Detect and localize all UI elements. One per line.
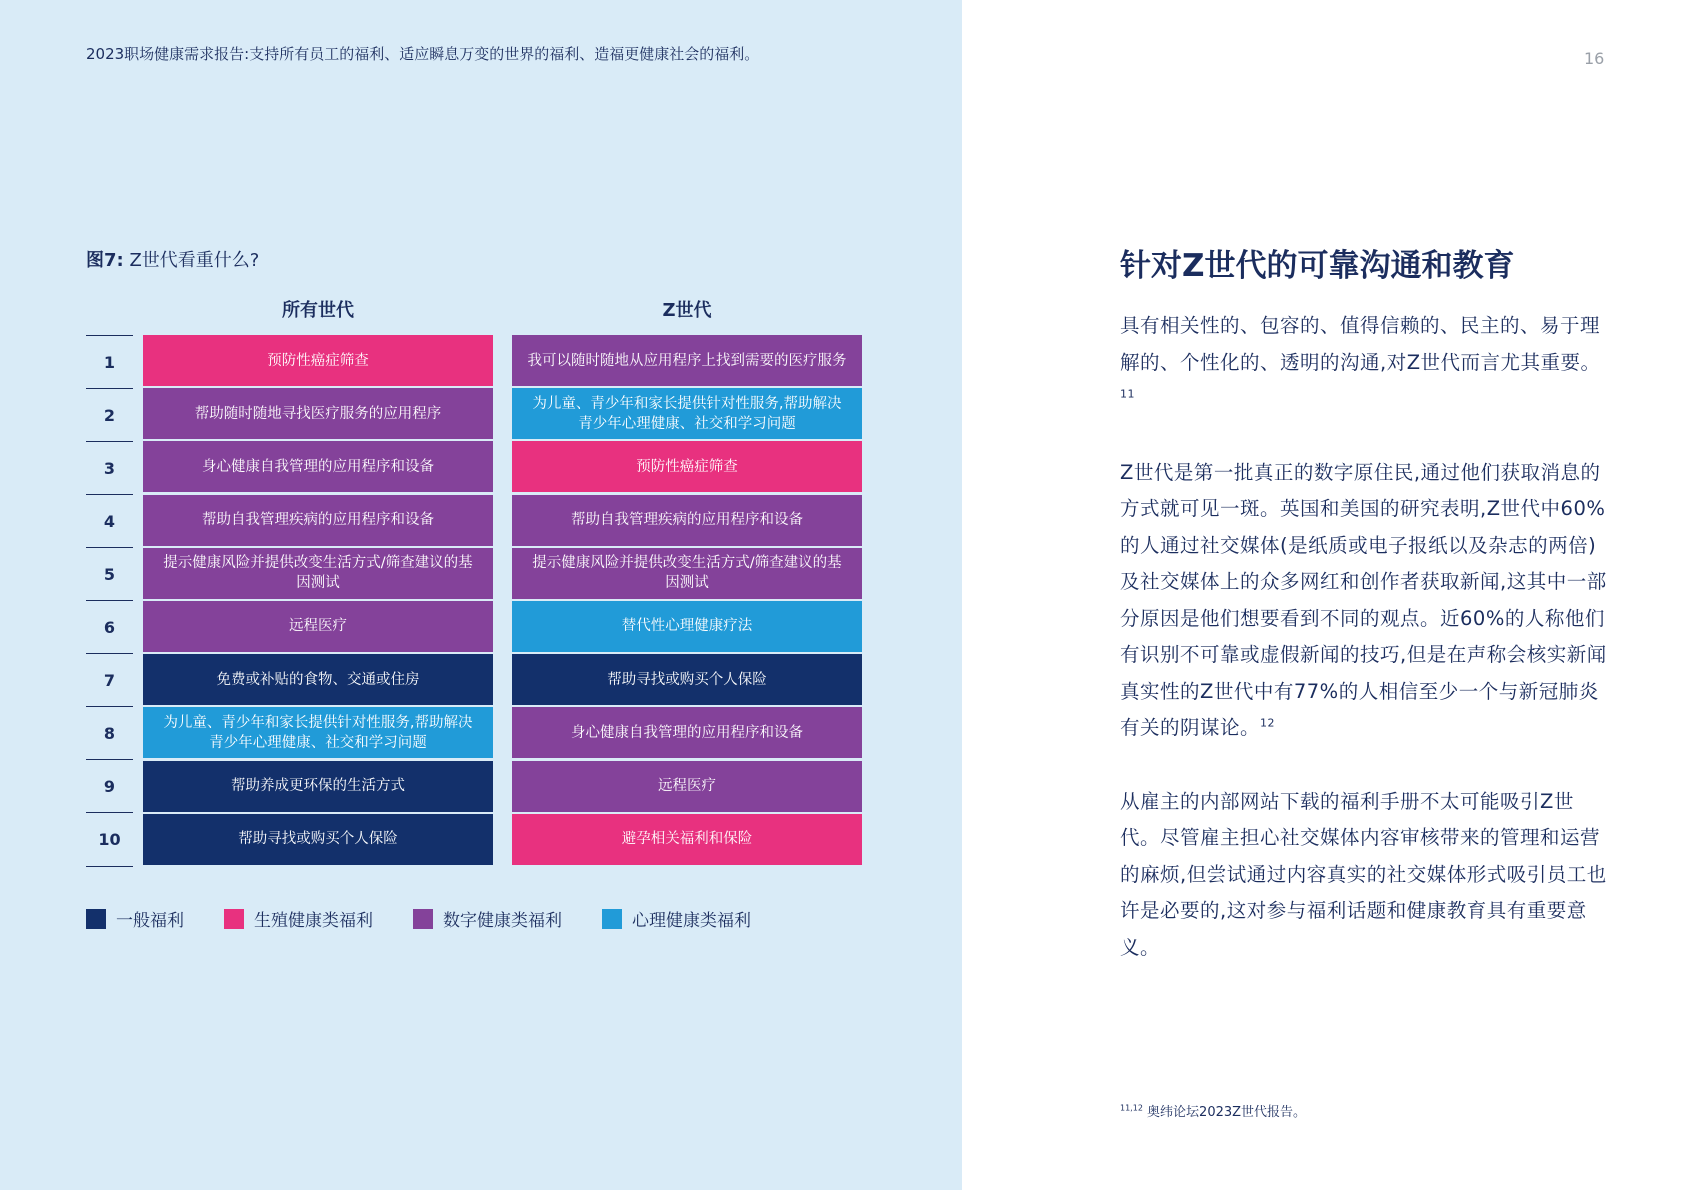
rank-number: 7 — [86, 653, 133, 706]
rank-number: 10 — [86, 812, 133, 867]
all-generations-item: 帮助养成更环保的生活方式 — [143, 761, 493, 812]
all-generations-item: 免费或补贴的食物、交通或住房 — [143, 654, 493, 705]
gen-z-item: 帮助寻找或购买个人保险 — [512, 654, 862, 705]
legend-item — [602, 906, 751, 931]
all-generations-item: 帮助自我管理疾病的应用程序和设备 — [143, 495, 493, 546]
figure-label: 图7: — [86, 250, 124, 271]
legend-label: 生殖健康类福利 — [254, 911, 373, 931]
all-generations-item: 帮助随时随地寻找医疗服务的应用程序 — [143, 388, 493, 439]
all-generations-list — [143, 335, 493, 867]
gen-z-item: 避孕相关福利和保险 — [512, 814, 862, 865]
rank-number: 6 — [86, 600, 133, 653]
legend — [86, 906, 791, 931]
rank-number: 1 — [86, 335, 133, 388]
rank-number: 9 — [86, 759, 133, 812]
gen-z-item: 提示健康风险并提供改变生活方式/筛查建议的基因测试 — [512, 548, 862, 599]
footnote-ref: 12 — [1260, 716, 1276, 730]
gen-z-item: 为儿童、青少年和家长提供针对性服务,帮助解决青少年心理健康、社交和学习问题 — [512, 388, 862, 439]
rank-column — [86, 335, 133, 867]
column-header-gen-z: Z世代 — [662, 300, 712, 321]
gen-z-item: 远程医疗 — [512, 761, 862, 812]
all-generations-item: 预防性癌症筛查 — [143, 335, 493, 386]
figure-title — [86, 246, 259, 272]
running-title: 2023职场健康需求报告:支持所有员工的福利、适应瞬息万变的世界的福利、造福更健康社会的福利。 — [86, 45, 760, 63]
footnote-marker: 11,12 — [1120, 1103, 1143, 1113]
rank-number: 3 — [86, 441, 133, 494]
legend-label: 心理健康类福利 — [632, 911, 751, 931]
all-generations-item: 身心健康自我管理的应用程序和设备 — [143, 441, 493, 492]
footnote — [1120, 1101, 1306, 1120]
gen-z-item: 身心健康自我管理的应用程序和设备 — [512, 707, 862, 758]
article-title: 针对Z世代的可靠沟通和教育 — [1120, 248, 1515, 284]
paragraph-1: 具有相关性的、包容的、值得信赖的、民主的、易于理解的、个性化的、透明的沟通,对Z世代而言尤其重要。$^{11}$ — [1120, 314, 1601, 401]
page-number: 16 — [1584, 49, 1605, 68]
paragraph-3: 从雇主的内部网站下载的福利手册不太可能吸引Z世代。尽管雇主担心社交媒体内容审核带来的管理和运营的麻烦,但尝试通过内容真实的社交媒体形式吸引员工也许是必要的,这对参与福利话题和健康教育具有重要意义。 — [1120, 789, 1607, 959]
legend-item — [86, 906, 184, 931]
legend-swatch — [602, 909, 622, 929]
rank-number: 2 — [86, 388, 133, 441]
figure-title-text: Z世代看重什么? — [129, 250, 260, 271]
legend-item — [413, 906, 562, 931]
gen-z-list — [512, 335, 862, 867]
column-header-all-generations: 所有世代 — [282, 300, 354, 321]
paragraph-2: Z世代是第一批真正的数字原住民,通过他们获取消息的方式就可见一斑。英国和美国的研究表明,Z世代中60%的人通过社交媒体(是纸质或电子报纸以及杂志的两倍)及社交媒体上的众多网红和创作者获取新闻,这其中一部分原因是他们想要看到不同的观点。近60%的人称他们有识别不可靠或虚假新闻的技巧,但是在声称会核实新闻真实性的Z世代中有77%的人相信至少一个与新冠肺炎有关的阴谋论。$^{12}$ — [1120, 460, 1607, 739]
gen-z-item: 预防性癌症筛查 — [512, 441, 862, 492]
all-generations-item: 提示健康风险并提供改变生活方式/筛查建议的基因测试 — [143, 548, 493, 599]
footnote-text: 奥纬论坛2023Z世代报告。 — [1147, 1105, 1307, 1120]
footnote-ref: 11 — [1120, 387, 1135, 401]
article-body — [1120, 308, 1610, 1003]
all-generations-item: 帮助寻找或购买个人保险 — [143, 814, 493, 865]
all-generations-item: 为儿童、青少年和家长提供针对性服务,帮助解决青少年心理健康、社交和学习问题 — [143, 707, 493, 758]
legend-swatch — [224, 909, 244, 929]
rank-number: 8 — [86, 706, 133, 759]
gen-z-item: 帮助自我管理疾病的应用程序和设备 — [512, 495, 862, 546]
gen-z-item: 替代性心理健康疗法 — [512, 601, 862, 652]
legend-label: 数字健康类福利 — [443, 911, 562, 931]
legend-item — [224, 906, 373, 931]
rank-number: 5 — [86, 547, 133, 600]
legend-swatch — [413, 909, 433, 929]
all-generations-item: 远程医疗 — [143, 601, 493, 652]
legend-label: 一般福利 — [116, 911, 184, 931]
legend-swatch — [86, 909, 106, 929]
rank-number: 4 — [86, 494, 133, 547]
gen-z-item: 我可以随时随地从应用程序上找到需要的医疗服务 — [512, 335, 862, 386]
